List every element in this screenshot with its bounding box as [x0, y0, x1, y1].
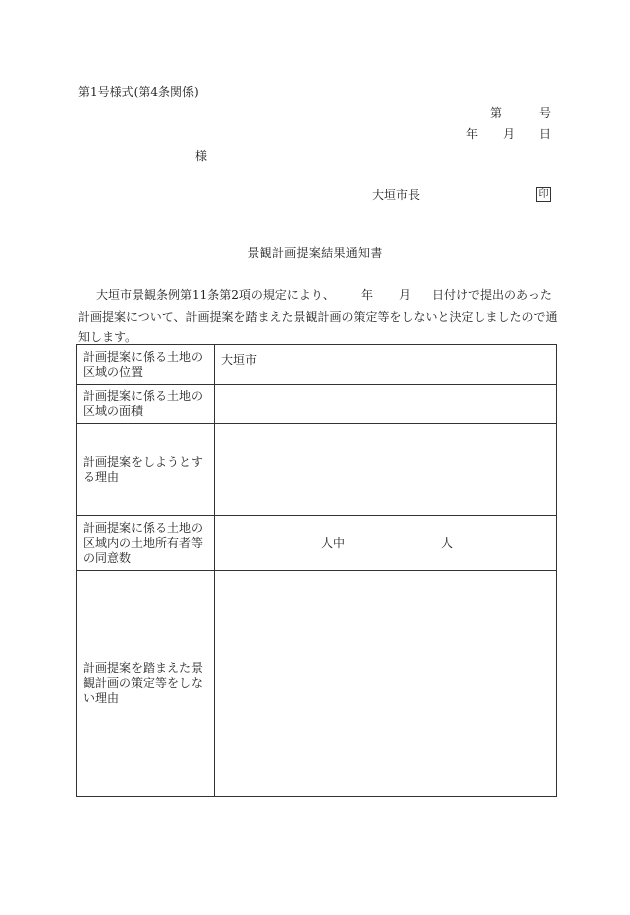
consent-count — [221, 536, 556, 551]
issuer-name: 大垣市長 — [372, 188, 421, 202]
reason-label — [77, 424, 215, 516]
body-line-1-end: 日付けで提出のあった — [432, 288, 552, 302]
document-number-suffix: 号 — [539, 106, 552, 120]
body-date-year: 年 — [361, 288, 374, 302]
location-label-line-2: 区域の位置 — [83, 364, 144, 379]
location-label — [77, 345, 215, 385]
decision-reason-label-line-2: 観計画の策定等をしな — [83, 676, 204, 690]
table-row-area — [77, 385, 557, 424]
location-value: 大垣市 — [221, 353, 258, 367]
addressee-honorific: 様 — [195, 149, 208, 163]
area-value-cell — [215, 385, 557, 424]
table-row-consent — [77, 516, 557, 571]
date-day: 日 — [539, 127, 552, 141]
table-row-reason — [77, 424, 557, 516]
decision-reason-label-line-3: い理由 — [83, 691, 120, 705]
table-row-decision-reason — [77, 571, 557, 797]
reason-label-line-2: る理由 — [83, 469, 120, 484]
document-title: 景観計画提案結果通知書 — [247, 246, 383, 260]
date-month: 月 — [503, 127, 516, 141]
body-line-2: 計画提案について、計画提案を踏まえた景観計画の策定等をしないと決定しましたので通 — [78, 310, 558, 324]
body-line-3: 知します。 — [78, 330, 138, 344]
consent-unit-people: 人 — [441, 535, 454, 550]
consent-label-line-3: の同意数 — [83, 550, 132, 565]
consent-value-cell — [215, 516, 557, 571]
document-number-prefix: 第 — [490, 106, 503, 120]
location-label-line-1: 計画提案に係る土地の — [83, 349, 204, 364]
body-date-month: 月 — [399, 288, 412, 302]
consent-unit-of: 人中 — [321, 535, 346, 550]
consent-label-line-1: 計画提案に係る土地の — [83, 520, 204, 535]
area-label-line-1: 計画提案に係る土地の — [83, 389, 204, 403]
table-row-location — [77, 345, 557, 385]
body-line-1-start: 大垣市景観条例第11条第2項の規定により、 — [96, 288, 335, 302]
form-number-label: 第1号様式(第4条関係) — [78, 85, 199, 99]
decision-reason-label — [77, 571, 215, 797]
area-label-line-2: 区域の面積 — [83, 404, 144, 418]
area-label — [77, 385, 215, 424]
date-year: 年 — [466, 127, 479, 141]
decision-reason-label-line-1: 計画提案を踏まえた景 — [83, 661, 204, 675]
consent-label — [77, 516, 215, 571]
location-value-cell — [215, 345, 557, 385]
seal-stamp: 印 — [536, 187, 551, 202]
decision-reason-value-cell — [215, 571, 557, 797]
reason-value-cell — [215, 424, 557, 516]
consent-label-line-2: 区域内の土地所有者等 — [83, 535, 204, 550]
proposal-info-table — [76, 344, 557, 797]
reason-label-line-1: 計画提案をしようとす — [83, 454, 204, 469]
